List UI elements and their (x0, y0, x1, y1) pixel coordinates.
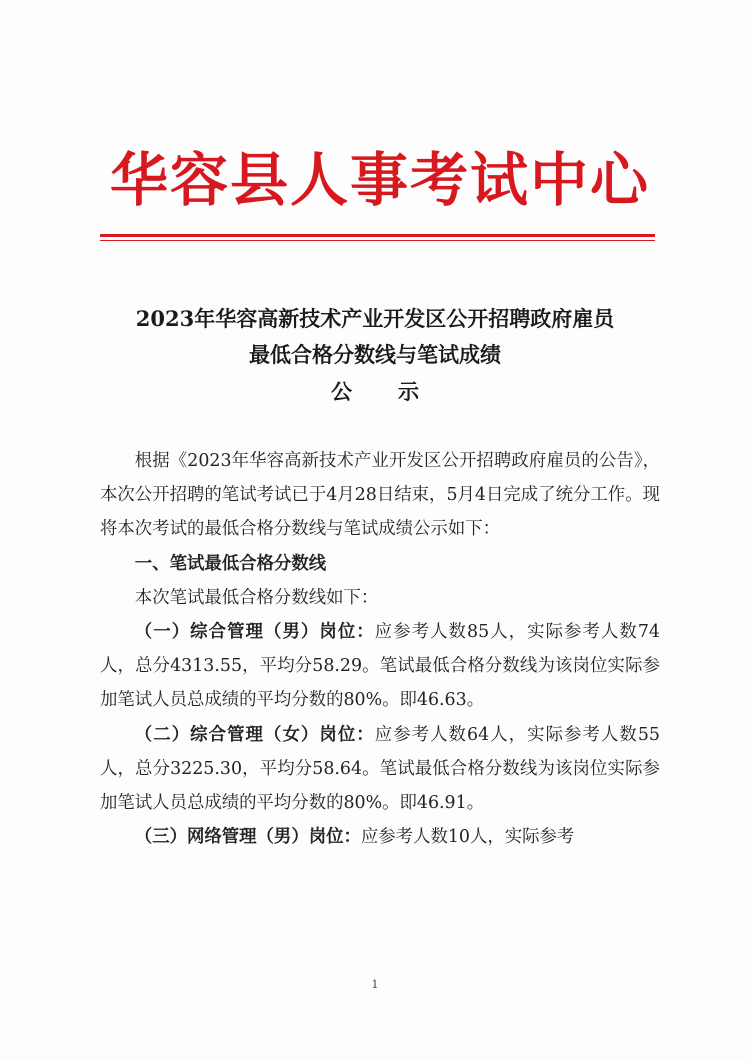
position-text-3: 应参考人数10人，实际参考 (360, 827, 575, 848)
document-body (100, 444, 660, 854)
position-label-3: （三）网络管理（男）岗位： (134, 827, 361, 848)
section1-lead: 本次笔试最低合格分数线如下： (134, 587, 379, 608)
position-text-2: 应参考人数64人，实际参考人数55人，总分3225.30，平均分58.64。笔试最低合格分数线为该岗位实际参加笔试人员总成绩的平均分数的80%。即46.91。 (100, 724, 660, 814)
letterhead-rule-thin (100, 240, 655, 241)
page-number: 1 (371, 978, 379, 991)
position-text-1: 应参考人数85人，实际参考人数74人，总分4313.55，平均分58.29。笔试最低合格分数线为该岗位实际参加笔试人员总成绩的平均分数的80%。即46.63。 (100, 622, 660, 711)
intro-paragraph: 根据《2023年华容高新技术产业开发区公开招聘政府雇员的公告》，本次公开招聘的笔试考试已于4月28日结束，5月4日完成了统分工作。现将本次考试的最低合格分数线与笔试成绩公示如下： (100, 451, 660, 540)
position-paragraph-3 (100, 820, 660, 854)
document-title-line1: 2023年华容高新技术产业开发区公开招聘政府雇员 (135, 306, 615, 331)
document-title-line3: 公示 (331, 379, 465, 404)
position-label-2: （二）综合管理（女）岗位： (134, 724, 375, 745)
position-paragraph-1 (100, 615, 660, 718)
section1-heading: 一、笔试最低合格分数线 (134, 553, 327, 574)
organization-letterhead: 华容县人事考试中心 (109, 146, 650, 214)
position-paragraph-2 (100, 718, 660, 821)
letterhead-rule-thick (100, 234, 655, 237)
document-title-line2: 最低合格分数线与笔试成绩 (249, 342, 501, 367)
position-label-1: （一）综合管理（男）岗位： (134, 622, 375, 643)
